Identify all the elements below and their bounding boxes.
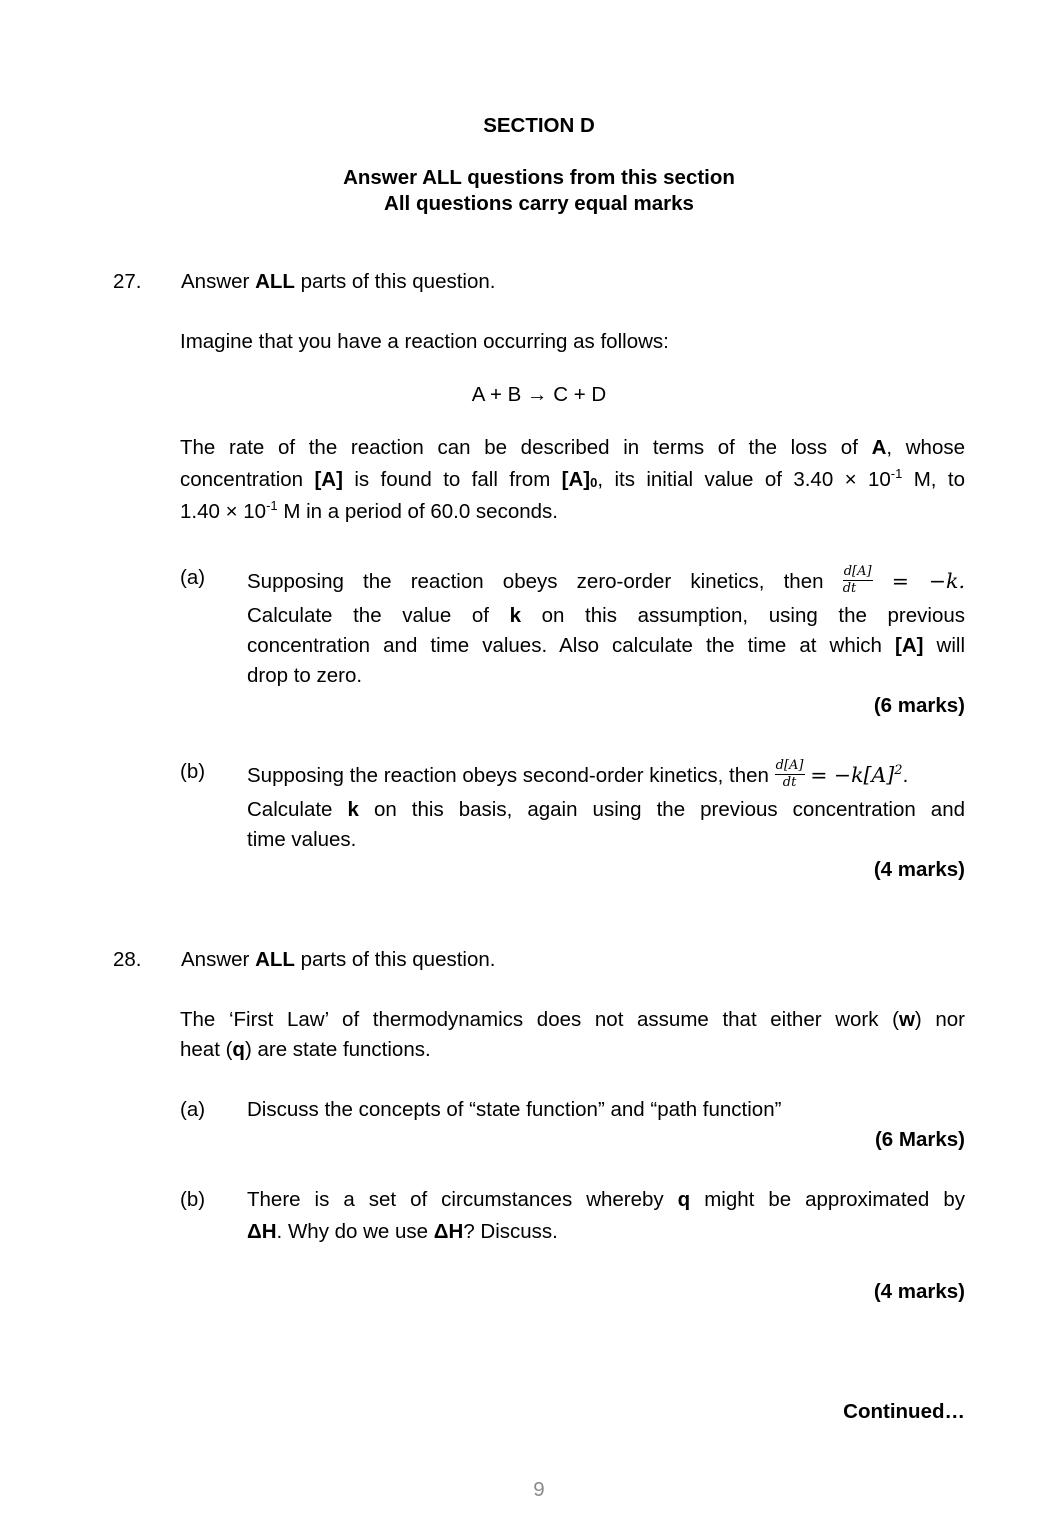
q27b-line-2: Calculate k on this basis, again using the previous concentration and: [247, 798, 965, 821]
q27a-line-4: drop to zero.: [247, 664, 363, 687]
q27b-marks: (4 marks): [873, 858, 965, 881]
q27a-derivative: $\frac{d[A]}{dt}$: [842, 564, 872, 596]
q27-intro: Answer ALL parts of this question.: [181, 270, 496, 293]
section-instruction-1: Answer ALL questions from this section: [343, 166, 735, 189]
q28b-line-1: There is a set of circumstances whereby q might be approximated by: [247, 1188, 965, 1211]
q27b-derivative: $\frac{d[A]}{dt}$: [775, 758, 804, 790]
q27a-marks: (6 marks): [873, 694, 965, 717]
continued-label: Continued…: [843, 1400, 965, 1423]
q27-para-line-3: $1.40 \times 10^{-1}$ M in a period of 60.0 seconds.: [180, 498, 558, 523]
q27a-line-3: concentration and time values. Also calculate the time at which [A] will: [247, 634, 966, 657]
q28-number: 28.: [113, 948, 142, 971]
q28a-marks: (6 Marks): [874, 1128, 965, 1151]
q27-equation: A + B → C + D: [471, 383, 607, 406]
q27-number: 27.: [113, 270, 142, 293]
q28a-label: (a): [180, 1098, 206, 1121]
q28b-label: (b): [180, 1188, 206, 1211]
q27a-line-2: Calculate the value of k on this assumption, using the previous: [247, 604, 965, 627]
q28-para-line-1: The ‘First Law’ of thermodynamics does not assume that either work (w) nor: [180, 1008, 966, 1031]
q28b-line-2: ΔH. Why do we use ΔH? Discuss.: [247, 1220, 558, 1243]
q27a-line-1: Supposing the reaction obeys zero-order kinetics, then $\frac{d[A]}{dt}$ = −k.: [247, 564, 965, 596]
q27b-line-3: time values.: [247, 828, 357, 851]
q27b-label: (b): [180, 760, 206, 783]
q27b-line-1: Supposing the reaction obeys second-order kinetics, then $\frac{d[A]}{dt}$ = $-k[A]^2$.: [247, 758, 909, 790]
q27-lead: Imagine that you have a reaction occurring as follows:: [180, 330, 669, 353]
q28-intro: Answer ALL parts of this question.: [181, 948, 496, 971]
section-title: SECTION D: [483, 114, 595, 137]
q28b-marks: (4 marks): [873, 1280, 965, 1303]
page-number: 9: [533, 1478, 545, 1501]
section-instruction-2: All questions carry equal marks: [384, 192, 694, 215]
q28a-text: Discuss the concepts of “state function” and “path function”: [247, 1098, 782, 1121]
q27-para-line-1: The rate of the reaction can be described in terms of the loss of A, whose: [180, 436, 965, 459]
q27-para-line-2: concentration [A] is found to fall from [A]0, its initial value of $3.40 \times 10^{-1}$ M, to: [180, 466, 965, 491]
q28-para-line-2: heat (q) are state functions.: [180, 1038, 431, 1061]
q27a-label: (a): [180, 566, 206, 589]
